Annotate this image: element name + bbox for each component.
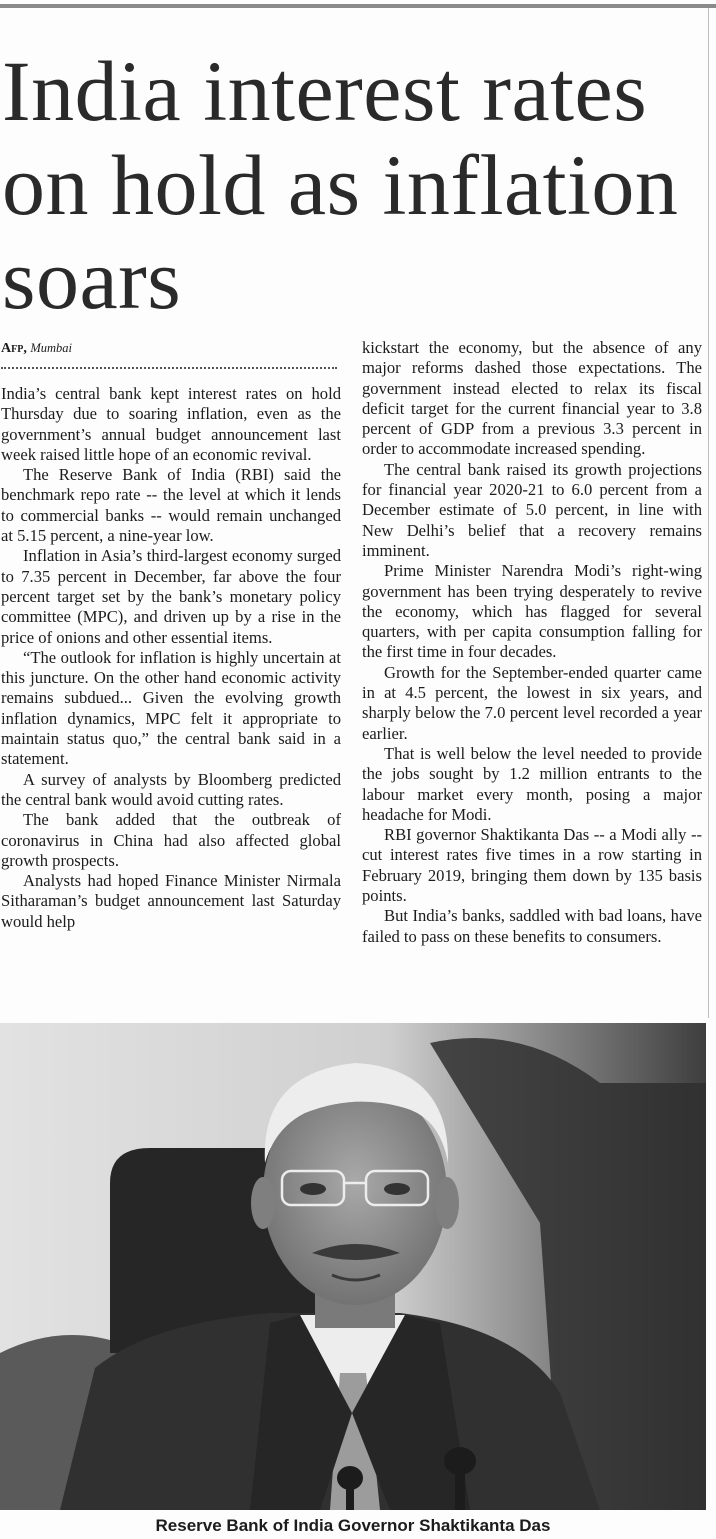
paragraph: kickstart the economy, but the absence of any major reforms dashed those expectations. The government instead elected to relax its fiscal deficit target for the current financial year to 3.8 percent of GDP from a previous 3.3 percent in order to accommodate increased spending. [362,338,702,459]
paragraph: That is well below the level needed to provide the jobs sought by 1.2 million entrants to the labour market every month, posing a major headache for Modi. [362,743,702,824]
portrait-illustration [0,1023,706,1510]
top-rule [0,4,716,8]
news-photo [0,1023,706,1510]
paragraph: Growth for the September-ended quarter came in at 4.5 percent, the lowest in six years, and sharply below the 7.0 percent level recorded a year earlier. [362,662,702,743]
article-column-1 [1,338,341,932]
headline: India interest rates on hold as inflation soars [2,43,679,327]
article-column-2 [362,338,702,947]
paragraph: Analysts had hoped Finance Minister Nirmala Sitharaman’s budget announcement last Saturday would help [1,871,341,931]
paragraph: The Reserve Bank of India (RBI) said the benchmark repo rate -- the level at which it lends to commercial banks -- would remain unchanged at 5.15 percent, a nine-year low. [1,465,341,546]
paragraph: A survey of analysts by Bloomberg predicted the central bank would avoid cutting rates. [1,769,341,809]
photo-caption: Reserve Bank of India Governor Shaktikanta Das [155,1516,551,1535]
dotted-divider [1,347,337,369]
paragraph: “The outlook for inflation is highly uncertain at this juncture. On the other hand economic activity remains subdued... Given the evolving growth inflation dynamics, MPC felt it appropriate to maintain status quo,” the central bank said in a statement. [1,647,341,769]
byline-city: Mumbai [30,341,72,355]
paragraph: Prime Minister Narendra Modi’s right-wing government has been trying desperately to revive the economy, which has flagged for several quarters, with per capita consumption falling for the first time in four decades. [362,561,702,662]
paragraph: The bank added that the outbreak of coronavirus in China had also affected global growth prospects. [1,810,341,870]
paragraph: India’s central bank kept interest rates on hold Thursday due to soaring inflation, even as the government’s annual budget announcement last week raised little hope of an economic revival. [1,384,341,464]
paragraph: RBI governor Shaktikanta Das -- a Modi ally -- cut interest rates five times in a row starting in February 2019, bringing them down by 135 basis points. [362,825,702,906]
paragraph: Inflation in Asia’s third-largest economy surged to 7.35 percent in December, far above the four percent target set by the bank’s monetary policy committee (MPC), and driven up by a rise in the price of onions and other essential items. [1,546,341,647]
paragraph: But India’s banks, saddled with bad loans, have failed to pass on these benefits to consumers. [362,906,702,946]
paragraph: The central bank raised its growth projections for financial year 2020-21 to 6.0 percent from a December estimate of 5.0 percent, in line with New Delhi’s belief that a recovery remains imminent. [362,459,702,560]
byline-agency: Afp, [1,341,27,356]
